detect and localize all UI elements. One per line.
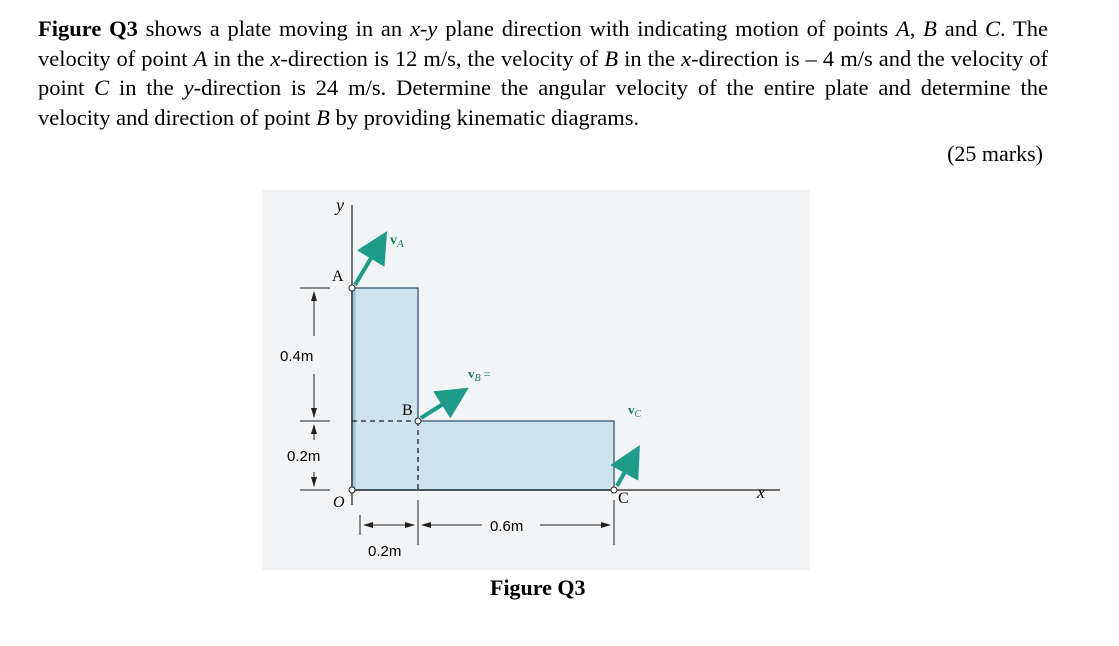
question-text-run: by providing kinematic diagrams. bbox=[329, 104, 640, 130]
velocity-b-label: $v_B$ = bbox=[468, 366, 491, 384]
question-variable: x bbox=[681, 45, 692, 71]
velocity-c-label: $v_C$ bbox=[628, 402, 642, 420]
question-text-run: in the bbox=[207, 45, 271, 71]
y-axis-label: y bbox=[336, 195, 344, 215]
x-axis-label: x bbox=[757, 482, 765, 502]
dimension-04m: 0.4m bbox=[280, 348, 314, 365]
question-variable: A bbox=[193, 45, 208, 71]
point-c-marker bbox=[611, 487, 617, 493]
question-variable: B bbox=[923, 16, 937, 41]
figure-background bbox=[262, 190, 810, 570]
question-text-run: -direction is – 4 m/s and the velocity of point bbox=[38, 45, 1048, 100]
question-text-run: -direction is 24 m/s. Determine the angular velocity of the entire plate and determine the velocity and direction of point bbox=[38, 75, 1048, 130]
question-variable: y bbox=[183, 75, 194, 100]
question-text-run: plane direction with indicating motion of points bbox=[437, 16, 896, 41]
figure-reference: Figure Q3 bbox=[38, 16, 138, 41]
question-text-run: . The velocity of point bbox=[38, 16, 1049, 71]
point-c-label: C bbox=[618, 490, 629, 507]
dimension-02m-horizontal: 0.2m bbox=[368, 543, 402, 560]
point-a-marker bbox=[349, 285, 355, 291]
marks-label: (25 marks) bbox=[947, 141, 1043, 166]
origin-label: O bbox=[333, 494, 345, 511]
question-variable: B bbox=[316, 104, 330, 130]
question-text-run: shows a plate moving in an bbox=[137, 16, 410, 41]
question-variable: x-y bbox=[409, 16, 438, 41]
question-text-run: and bbox=[936, 16, 985, 41]
figure-caption: Figure Q3 bbox=[490, 575, 586, 600]
question-text-run: in the bbox=[618, 45, 682, 71]
dimension-06m: 0.6m bbox=[490, 518, 524, 535]
question-variable: B bbox=[604, 45, 619, 71]
question-variable: C bbox=[94, 75, 110, 100]
point-b-marker bbox=[415, 418, 421, 424]
point-a-label: A bbox=[332, 268, 344, 285]
question-variable: C bbox=[985, 16, 1001, 41]
origin-marker bbox=[349, 487, 355, 493]
question-variable: A bbox=[895, 16, 910, 41]
question-text-run: -direction is 12 m/s, the velocity of bbox=[280, 45, 605, 71]
question-variable: x bbox=[270, 45, 281, 71]
question-text-run: , bbox=[909, 16, 924, 41]
dimension-02m-vertical: 0.2m bbox=[287, 448, 321, 465]
velocity-a-label: $v_A$ bbox=[390, 233, 404, 250]
point-b-label: B bbox=[402, 402, 413, 419]
question-text-run: in the bbox=[109, 75, 184, 100]
